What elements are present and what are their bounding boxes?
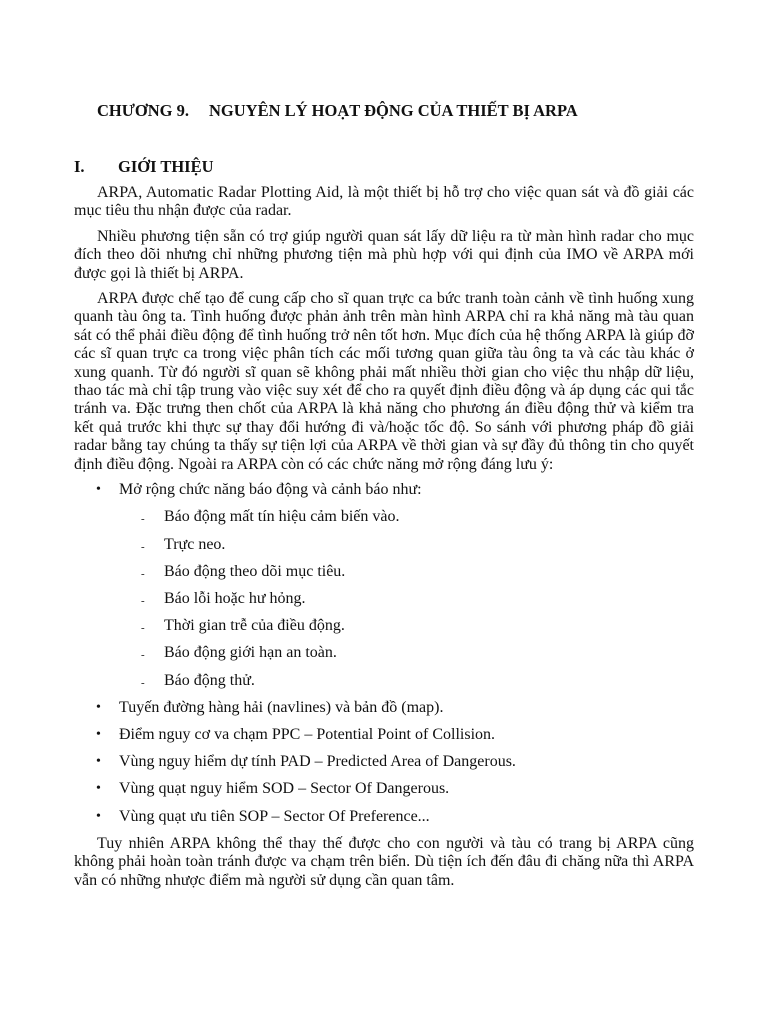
sub-list-item-text: Trực neo.: [164, 535, 226, 553]
dash-marker: -: [141, 540, 145, 553]
bullet-item: [74, 808, 694, 826]
sub-list-item-text: Thời gian trễ của điều động.: [164, 617, 345, 635]
sub-list-item: [119, 590, 694, 608]
sub-list-item: [119, 644, 694, 662]
sub-list-item-text: Báo động thử.: [164, 671, 255, 689]
bullet-marker: •: [96, 482, 101, 498]
section-heading-text: GIỚI THIỆU: [118, 157, 214, 176]
bullet-item: [74, 699, 694, 717]
sub-list-item-text: Báo động giới hạn an toàn.: [164, 644, 337, 662]
paragraph: Nhiều phương tiện sẵn có trợ giúp người quan sát lấy dữ liệu ra từ màn hình radar cho mục đích theo dõi nhưng chỉ những phương tiện mà phù hợp với qui định của IMO về ARPA mới được gọi là thiết bị ARPA.: [74, 227, 694, 282]
dash-marker: -: [141, 513, 145, 526]
bullet-marker: •: [96, 808, 101, 824]
bullet-item-text: Vùng quạt ưu tiên SOP – Sector Of Preference...: [119, 807, 430, 825]
bullet-item: [74, 780, 694, 798]
sub-list-item: [119, 672, 694, 690]
bullet-marker: •: [96, 754, 101, 770]
bullet-item-text: Tuyến đường hàng hải (navlines) và bản đồ (map).: [119, 698, 444, 716]
dash-marker: -: [141, 594, 145, 607]
paragraph: ARPA, Automatic Radar Plotting Aid, là một thiết bị hỗ trợ cho việc quan sát và đồ giải các mục tiêu thu nhận được của radar.: [74, 184, 694, 220]
dash-marker: -: [141, 622, 145, 635]
sub-list-item: [119, 617, 694, 635]
sub-list-item-text: Báo động theo dõi mục tiêu.: [164, 562, 346, 580]
chapter-title: [97, 100, 578, 122]
bullet-item-text: Điểm nguy cơ va chạm PPC – Potential Point of Collision.: [119, 725, 496, 743]
closing-paragraph: Tuy nhiên ARPA không thể thay thế được cho con người và tàu có trang bị ARPA cũng không phải hoàn toàn tránh được va chạm trên biển. Dù tiện ích đến đâu đi chăng nữa thì ARPA vẫn có những nhược điểm mà người sử dụng cần quan tâm.: [74, 834, 694, 889]
section-number: I.: [74, 157, 85, 176]
dash-marker: -: [141, 567, 145, 580]
bullet-marker: •: [96, 781, 101, 797]
bullet-item: [74, 726, 694, 744]
section-heading: [74, 156, 214, 178]
bullet-item: [74, 753, 694, 771]
paragraph: ARPA được chế tạo để cung cấp cho sĩ quan trực ca bức tranh toàn cảnh về tình huống xung quanh tàu ông ta. Tình huống được phản ảnh trên màn hình ARPA chỉ ra khả năng mà tàu quan sát có thể phải điều động để tình huống trở nên tốt hơn. Mục đích của hệ thống ARPA là giúp đỡ các sĩ quan trực ca trong việc phân tích các mối tương quan giữa tàu ông ta và các tàu khác ở xung quanh. Từ đó người sĩ quan sẽ không phải mất nhiều thời gian cho việc thu nhập dữ liệu, thao tác mà chỉ tập trung vào việc suy xét để cho ra quyết định điều động và áp dụng các qui tắc tránh va. Đặc trưng then chốt của ARPA là khả năng cho phương án điều động thử và kiểm tra kết quả trước khi thực sự thay đổi hướng đi và/hoặc tốc độ. So sánh với phương pháp đồ giải radar bằng tay chúng ta thấy sự tiện lợi của ARPA về thời gian và sự đầy đủ thông tin cho quyết định điều động. Ngoài ra ARPA còn có các chức năng mở rộng đáng lưu ý:: [74, 290, 694, 473]
bullet-marker: •: [96, 699, 101, 715]
sub-list-item: [119, 508, 694, 526]
bullet-item: [74, 481, 694, 690]
dash-marker: -: [141, 649, 145, 662]
chapter-heading-text: NGUYÊN LÝ HOẠT ĐỘNG CỦA THIẾT BỊ ARPA: [209, 101, 578, 120]
chapter-number: CHƯƠNG 9.: [97, 101, 189, 120]
sub-list-item-text: Báo lỗi hoặc hư hỏng.: [164, 589, 306, 607]
bullet-marker: •: [96, 726, 101, 742]
sub-list-item: [119, 563, 694, 581]
body-text: [74, 184, 694, 897]
bullet-item-text: Vùng nguy hiểm dự tính PAD – Predicted Area of Dangerous.: [119, 753, 516, 771]
bullet-item-text: Mở rộng chức năng báo động và cảnh báo như:: [119, 481, 422, 499]
sub-list-item-text: Báo động mất tín hiệu cảm biến vào.: [164, 508, 400, 526]
dash-marker: -: [141, 676, 145, 689]
sub-list-item: [119, 536, 694, 554]
bullet-list: [74, 481, 694, 826]
sub-list: [119, 508, 694, 690]
bullet-item-text: Vùng quạt nguy hiểm SOD – Sector Of Dangerous.: [119, 780, 450, 798]
